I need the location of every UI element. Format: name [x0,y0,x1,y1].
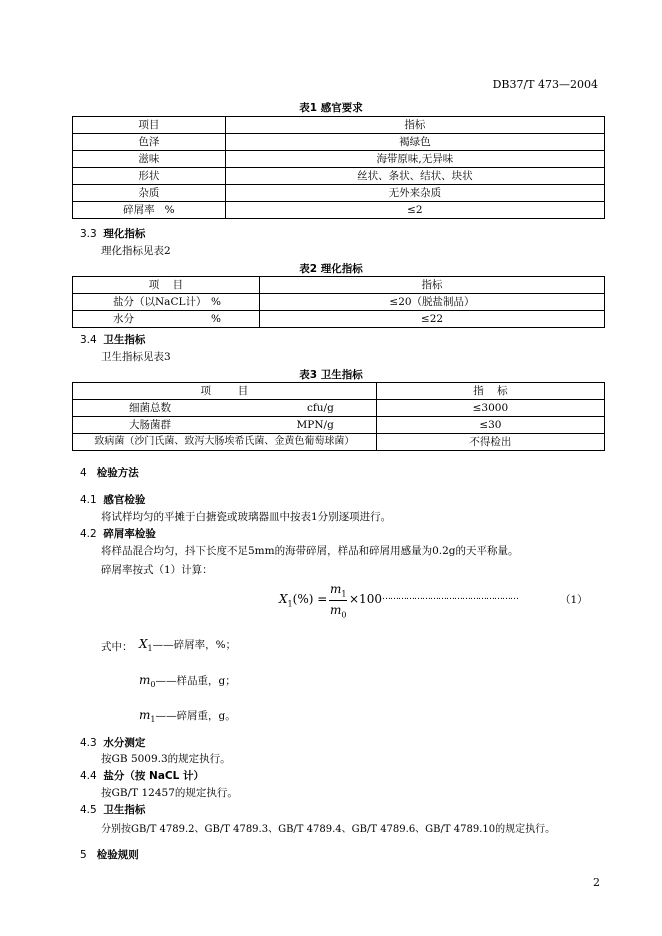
section-5-heading [80,847,139,862]
row-value: 无外来杂质 [225,185,604,202]
formula-symbol: X [279,592,288,606]
row-item: 细菌总数 [129,402,171,414]
def-subscript: 1 [150,715,156,725]
table1-col-index: 指标 [225,117,604,134]
section-number: 4.3 [80,737,97,749]
row-value: ≤3000 [376,400,604,417]
table-row [73,311,605,328]
table3-col-item: 项 目 [73,383,377,400]
row-item: 滋味 [73,151,226,168]
formula-subscript: 1 [287,599,293,609]
def-desc: ——碎屑重，g。 [155,710,236,722]
table1 [72,116,605,219]
section-4-5-body: 分别按GB/T 4789.2、GB/T 4789.3、GB/T 4789.4、GB/T 4789.6、GB/T 4789.10的规定执行。 [101,824,556,835]
row-unit: % [210,296,221,308]
table-row [73,185,605,202]
section-4-1-body: 将试样均匀的平摊于白搪瓷或玻璃器皿中按表1分别逐项进行。 [101,511,392,523]
row-item: 大肠菌群 [129,419,171,431]
table-row [73,294,605,311]
row-unit: cfu/g [307,402,334,414]
section-4-1-heading [80,492,145,507]
section-number: 3.4 [80,334,97,346]
section-number: 4 [80,467,87,479]
section-number: 3.3 [80,228,97,240]
section-4-2-body-2: 碎屑率按式（1）计算： [101,564,213,576]
formula-lhs [279,592,327,608]
table3-col-index: 指 标 [376,383,604,400]
table-header-row [73,277,605,294]
section-4-5-heading [80,802,145,817]
row-item: 色泽 [73,134,226,151]
formula-times: ×100 [349,592,382,606]
def-desc: ——碎屑率，%； [152,639,237,651]
row-value: ≤20（脱盐制品） [259,294,604,311]
section-title: 卫生指标 [103,334,146,346]
formula-subscript: 0 [341,610,347,620]
formula-number: （1） [560,594,588,606]
row-item: 致病菌（沙门氏菌、致泻大肠埃希氏菌、金黄色葡萄球菌） [73,434,377,451]
table3 [72,382,605,451]
table-row [73,400,605,417]
def-symbol: m [139,673,151,687]
where-label: 式中： [101,641,133,653]
definition-m0 [139,673,236,689]
page-number: 2 [593,876,600,889]
formula-symbol: m [330,582,342,596]
row-item: 杂质 [73,185,226,202]
section-title: 检验规则 [96,849,139,861]
table2-caption: 表2 理化指标 [299,263,363,275]
row-value: 不得检出 [376,434,604,451]
section-title: 盐分（按 NaCL 计） [103,770,204,782]
table2-col-index: 指标 [259,277,604,294]
row-item-cell [73,400,377,417]
table-row [73,168,605,185]
section-title: 理化指标 [103,228,146,240]
table-row [73,151,605,168]
row-item: 水分 [113,313,134,325]
section-title: 感官检验 [103,494,146,506]
row-value: 褐绿色 [225,134,604,151]
section-title: 卫生指标 [103,804,146,816]
section-number: 4.4 [80,770,97,782]
row-item: 形状 [73,168,226,185]
row-value: ≤2 [225,202,604,219]
row-value: ≤30 [376,417,604,434]
def-symbol: m [139,708,151,722]
section-number: 4.5 [80,804,97,816]
section-4-heading [80,465,139,480]
definition-m1 [139,708,236,724]
row-item-cell [73,294,260,311]
section-3-3-body: 理化指标见表2 [101,245,171,257]
row-item: 碎屑率 % [73,202,226,219]
row-item-cell [73,311,260,328]
table-header-row [73,117,605,134]
table3-caption: 表3 卫生指标 [299,369,363,381]
section-title: 碎屑率检验 [103,528,156,540]
section-4-3-body: 按GB 5009.3的规定执行。 [101,753,231,765]
section-number: 5 [80,849,87,861]
section-3-3-heading [80,226,145,241]
row-item: 盐分（以NaCL计） [113,296,207,308]
document-number: DB37/T 473—2004 [492,78,598,91]
section-number: 4.2 [80,528,97,540]
row-value: ≤22 [259,311,604,328]
table-header-row [73,383,605,400]
definition-x1 [139,637,236,653]
table-row [73,134,605,151]
table-row [73,434,605,451]
row-unit: MPN/g [296,419,334,431]
section-4-4-body: 按GB/T 12457的规定执行。 [101,787,238,799]
formula-fraction-bar [329,600,347,601]
section-3-4-body: 卫生指标见表3 [101,351,171,363]
row-value: 丝状、条状、结状、块状 [225,168,604,185]
table2 [72,276,605,328]
def-symbol: X [139,637,148,651]
def-subscript: 1 [147,644,153,654]
table1-col-item: 项目 [73,117,226,134]
row-item-cell [73,417,377,434]
section-4-2-body-1: 将样品混合均匀，抖下长度不足5mm的海带碎屑，样品和碎屑用感量为0.2g的天平称量。 [101,545,519,557]
formula-leader-dots: …………………………………………… [382,592,518,602]
section-title: 检验方法 [96,467,139,479]
def-desc: ——样品重，g； [155,675,236,687]
section-4-3-heading [80,735,145,750]
formula-numerator [330,582,346,598]
table-row [73,417,605,434]
section-4-4-heading [80,768,204,783]
row-value: 海带原味,无异味 [225,151,604,168]
section-number: 4.1 [80,494,97,506]
def-subscript: 0 [150,680,156,690]
formula-denominator [330,603,346,619]
formula-lhs-rest: (%) = [292,592,328,606]
table1-caption: 表1 感官要求 [299,102,363,114]
formula-subscript: 1 [341,589,347,599]
row-unit: % [210,313,221,325]
table2-col-item: 项 目 [73,277,260,294]
formula-symbol: m [330,603,342,617]
section-title: 水分测定 [103,737,146,749]
section-4-2-heading [80,526,156,541]
table-row [73,202,605,219]
section-3-4-heading [80,332,145,347]
